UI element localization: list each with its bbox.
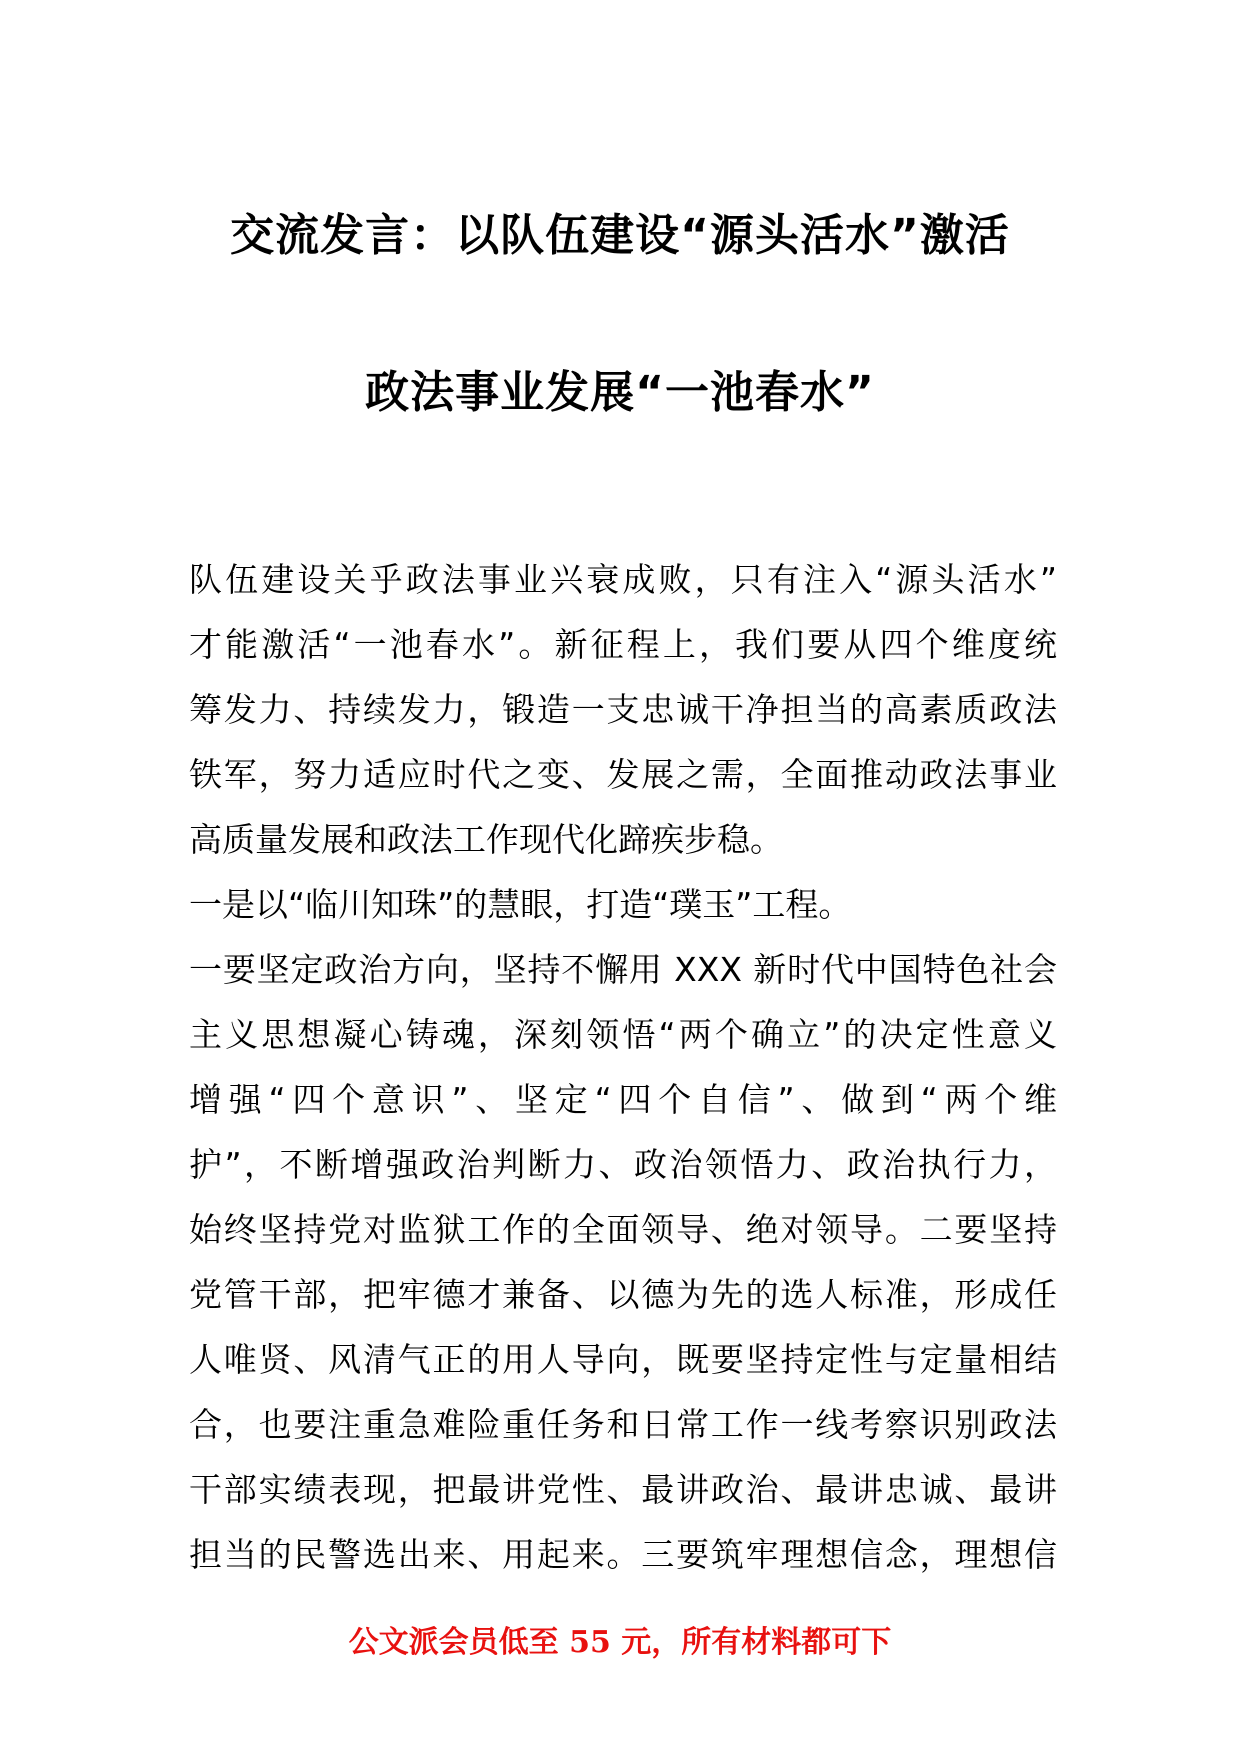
- body-line: 党管干部，把牢德才兼备、以德为先的选人标准，形成任: [189, 1275, 1057, 1314]
- body-line: 高质量发展和政法工作现代化蹄疾步稳。: [189, 820, 783, 859]
- body-line: 始终坚持党对监狱工作的全面领导、绝对领导。二要坚持: [189, 1210, 1057, 1249]
- body-line: 合，也要注重急难险重任务和日常工作一线考察识别政法: [189, 1405, 1057, 1444]
- document-body: [189, 547, 1057, 1587]
- body-line: 担当的民警选出来、用起来。三要筑牢理想信念，理想信: [189, 1535, 1057, 1574]
- body-line: 队伍建设关乎政法事业兴衰成败，只有注入“源头活水”: [189, 560, 1057, 599]
- section-heading: [189, 872, 1057, 937]
- section-heading-line: 一是以“临川知珠”的慧眼，打造“璞玉”工程。: [189, 885, 852, 924]
- body-line: 干部实绩表现，把最讲党性、最讲政治、最讲忠诚、最讲: [189, 1470, 1057, 1509]
- document-title-line-1: 交流发言：以队伍建设“源头活水”激活: [230, 210, 1010, 261]
- body-line: 筹发力、持续发力，锻造一支忠诚干净担当的高素质政法: [189, 690, 1057, 729]
- document-title-line-2: 政法事业发展“一池春水”: [365, 367, 875, 418]
- body-line: 护”，不断增强政治判断力、政治领悟力、政治执行力，: [189, 1145, 1057, 1184]
- body-line: 主义思想凝心铸魂，深刻领悟“两个确立”的决定性意义: [189, 1015, 1057, 1054]
- paragraph-intro: [189, 547, 1057, 872]
- body-line: 铁军，努力适应时代之变、发展之需，全面推动政法事业: [189, 755, 1057, 794]
- body-line: 一要坚定政治方向，坚持不懈用 XXX 新时代中国特色社会: [189, 950, 1057, 989]
- body-line: 人唯贤、风清气正的用人导向，既要坚持定性与定量相结: [189, 1340, 1057, 1379]
- body-line: 才能激活“一池春水”。新征程上，我们要从四个维度统: [189, 625, 1057, 664]
- body-line: 增强“四个意识”、坚定“四个自信”、做到“两个维: [189, 1080, 1057, 1119]
- paragraph-section-1: [189, 937, 1057, 1587]
- promo-footer: 公文派会员低至 55 元，所有材料都可下: [348, 1625, 892, 1660]
